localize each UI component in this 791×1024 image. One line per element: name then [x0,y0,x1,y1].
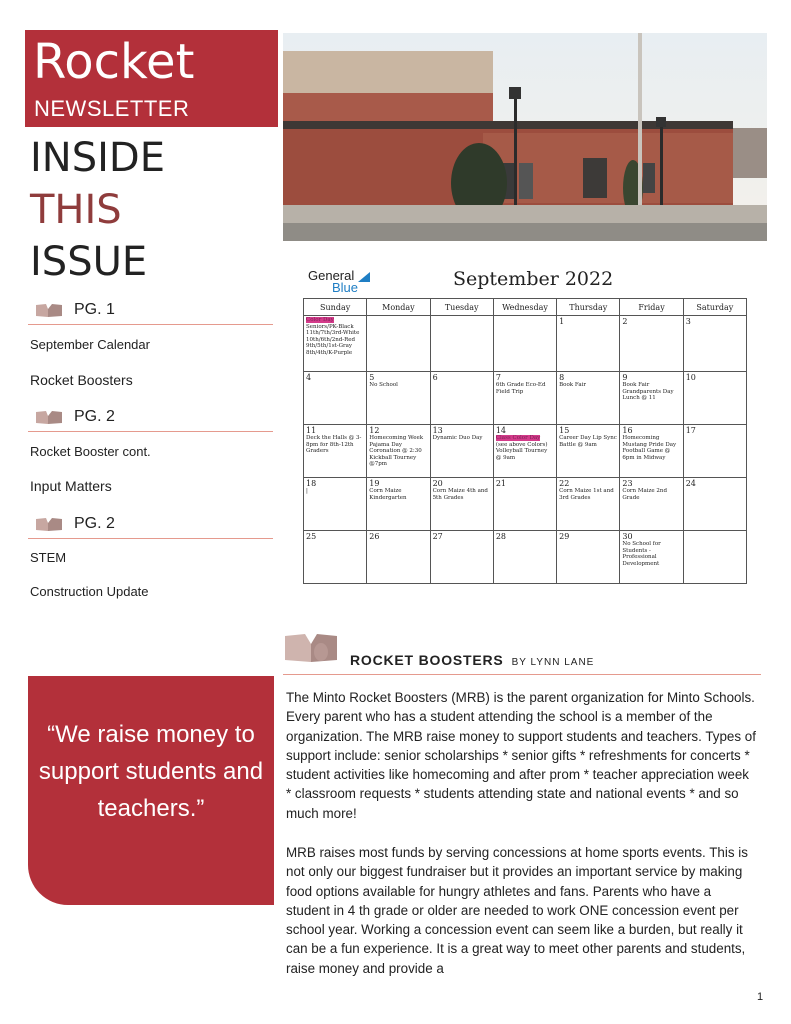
calendar-event-text: Homecoming Mustang Pride Day Football Game @ 6pm in Midway [622,435,677,461]
toc-group-1 [28,296,273,325]
toc-page-heading: PG. 1 [28,296,273,325]
inside-this-issue-heading [30,132,165,288]
color-day-legend-line: 10th/6th/2nd-Red [306,336,356,343]
calendar-day-cell [683,478,746,531]
calendar-day-header-row [304,299,747,316]
calendar-date-number: 12 [369,426,380,435]
calendar-day-cell [430,316,493,372]
calendar-event-text: Book Fair Grandparents Day Lunch @ 11 [622,382,674,401]
toc-entry[interactable]: Rocket Booster cont. [30,444,151,459]
book-icon [34,517,64,531]
pull-quote [28,676,274,905]
calendar-event-text: No School for Students - Professional Development [622,541,661,567]
calendar-date-number: 10 [685,373,696,382]
calendar-day-header: Friday [620,299,683,316]
color-day-legend-line: 11th/7th/3rd-White [306,330,360,336]
calendar-week-row [304,372,747,425]
calendar-date-number: 5 [369,373,375,382]
calendar-day-cell [620,478,683,531]
calendar-day-cell [683,372,746,425]
calendar-week-row [304,425,747,478]
calendar-date-number: 21 [495,479,507,488]
calendar-day-cell [430,372,493,425]
heading-line-inside: INSIDE [30,135,165,181]
newsletter-name: Rocket [33,34,195,90]
book-icon [34,410,64,424]
calendar-day-header: Wednesday [493,299,556,316]
calendar-date-number: 14 [495,426,507,435]
calendar-day-header: Saturday [683,299,746,316]
pull-quote-text: “We raise money to support students and teachers.” [38,721,264,822]
calendar-day-cell [683,316,746,372]
calendar-date-number: 2 [622,317,628,326]
calendar-day-cell [304,425,367,478]
toc-page-heading: PG. 2 [28,510,273,539]
article-paragraph: MRB raises most funds by serving concessions at home sports events. This is not only our biggest fundraiser but it provides an important service by making food options available for hungry athletes and fans. Parents who have a student in 4 th grade or older are needed to work ONE concession event per school year. Working a concession event can seem like a burden, but really it can be a fun experience. It is a great way to meet other parents and students, raise money and provide a [286,845,748,976]
calendar-event-text: Career Day Lip Sync Battle @ 9am [559,435,617,448]
calendar-date-number: 20 [432,479,443,488]
toc-entry[interactable]: Rocket Boosters [30,372,133,388]
calendar-date-number: 29 [559,532,570,541]
heading-line-this: THIS [30,187,122,233]
calendar-day-cell [493,372,556,425]
calendar-date-number: 1 [559,317,565,326]
calendar-day-cell [367,316,430,372]
calendar-day-cell [367,478,430,531]
calendar-day-cell [620,316,683,372]
calendar-day-cell [493,531,556,584]
calendar-day-cell [557,478,620,531]
calendar-week-row [304,478,747,531]
color-day-legend-line: 9th/5th/1st-Gray [306,343,353,349]
calendar-date-number: 23 [622,479,633,488]
calendar-day-cell [367,425,430,478]
calendar-day-header: Sunday [304,299,367,316]
section-divider [283,674,761,675]
calendar-day-header: Monday [367,299,430,316]
calendar-event-text: 6th Grade Eco-Ed Field Trip [495,382,546,395]
calendar-date-number: 7 [495,373,501,382]
book-icon [34,303,64,317]
toc-entry[interactable]: Construction Update [30,584,149,599]
calendar-date-number: 19 [369,479,380,488]
toc-entry[interactable]: Input Matters [30,478,112,494]
calendar-day-header: Thursday [557,299,620,316]
calendar-event-text: Corn Maize 4th and 5th Grades [432,488,488,501]
color-day-legend-line: 8th/4th/K-Purple [306,349,353,356]
september-calendar [303,298,747,584]
calendar-date-number: 16 [622,426,633,435]
generalblue-logo: General Blue [308,270,370,293]
calendar-day-cell [304,372,367,425]
calendar-event-text: (see above Colors) Volleyball Tourney @ 9am [495,441,548,461]
calendar-date-number: 24 [685,479,696,488]
toc-group-2 [28,403,273,432]
calendar-date-number: 28 [495,532,507,541]
calendar-event-text: Corn Maize Kindergarten [369,488,407,501]
calendar-day-cell [620,372,683,425]
color-day-legend-line: Seniors/PK-Black [306,323,354,330]
heading-line-issue: ISSUE [30,239,148,285]
calendar-day-cell [620,425,683,478]
calendar-day-cell [430,531,493,584]
page-number: 1 [757,991,764,1003]
color-day-label: Color Day [306,317,334,323]
toc-page-heading: PG. 2 [28,403,273,432]
calendar-event-text: Homecoming Week Pajama Day Coronation @ 2:30 Kickball Tourney @7pm [369,435,424,467]
calendar-date-number: 18 [306,479,317,488]
calendar-day-cell [557,316,620,372]
toc-entry[interactable]: September Calendar [30,337,150,352]
calendar-date-number: 4 [306,373,312,382]
calendar-week-row [304,531,747,584]
masthead [25,30,278,127]
logo-triangle-icon [358,272,370,282]
calendar-day-cell [493,478,556,531]
calendar-week-row [304,316,747,372]
calendar-day-cell [683,531,746,584]
section-book-icon [283,634,339,662]
calendar-date-number: 22 [559,479,570,488]
calendar-day-cell [304,478,367,531]
calendar-highlight-label: Class Color Day [495,435,541,441]
calendar-date-number: 8 [559,373,565,382]
calendar-event-text: Book Fair [559,382,586,388]
calendar-date-number: 15 [559,426,570,435]
calendar-event-text: Dynamic Duo Day [432,435,483,441]
calendar-day-cell [304,316,367,372]
calendar-event-text: | [306,488,308,494]
calendar-day-cell [493,316,556,372]
calendar-day-cell [367,531,430,584]
calendar-day-cell [557,425,620,478]
calendar-day-cell [493,425,556,478]
calendar-event-text: Deck the Halls @ 3-8pm for 8th-12th Graders [306,435,362,454]
article-paragraph: The Minto Rocket Boosters (MRB) is the parent organization for Minto Schools. Every parent who has a student attending the school is a member of the organization. The MRB raise money to support students and teachers. Types of support include: senior scholarships * senior gifts * refreshments for concerts * student activities like homecoming and after prom * teacher appreciation week * classroom requests * students attending state and national events * and so much more! [286,690,756,821]
calendar-date-number: 9 [622,373,628,382]
calendar-date-number: 11 [306,426,317,435]
toc-group-3 [28,510,273,539]
calendar-title: September 2022 [453,268,614,290]
calendar-date-number: 17 [685,426,696,435]
calendar-date-number: 6 [432,373,438,382]
calendar-event-text: Corn Maize 1st and 3rd Grades [559,488,614,501]
section-title: ROCKET BOOSTERS BY LYNN LANE [350,652,595,668]
calendar-date-number: 3 [685,317,691,326]
calendar-day-cell [557,372,620,425]
calendar-day-cell [430,478,493,531]
toc-entry[interactable]: STEM [30,550,67,565]
school-building-photo [283,33,767,241]
calendar-date-number: 30 [622,532,633,541]
calendar-date-number: 25 [306,532,317,541]
section-byline: BY LYNN LANE [511,657,595,668]
calendar-date-number: 13 [432,426,443,435]
calendar-event-text: Corn Maize 2nd Grade [622,488,667,501]
calendar-date-number: 27 [432,532,443,541]
calendar-day-cell [683,425,746,478]
calendar-day-cell [304,531,367,584]
calendar-day-cell [367,372,430,425]
newsletter-subtitle: NEWSLETTER [34,96,190,121]
calendar-day-cell [430,425,493,478]
calendar-day-header: Tuesday [430,299,493,316]
calendar-date-number: 26 [369,532,380,541]
calendar-day-cell [620,531,683,584]
calendar-day-cell [557,531,620,584]
calendar-event-text: No School [369,382,398,388]
